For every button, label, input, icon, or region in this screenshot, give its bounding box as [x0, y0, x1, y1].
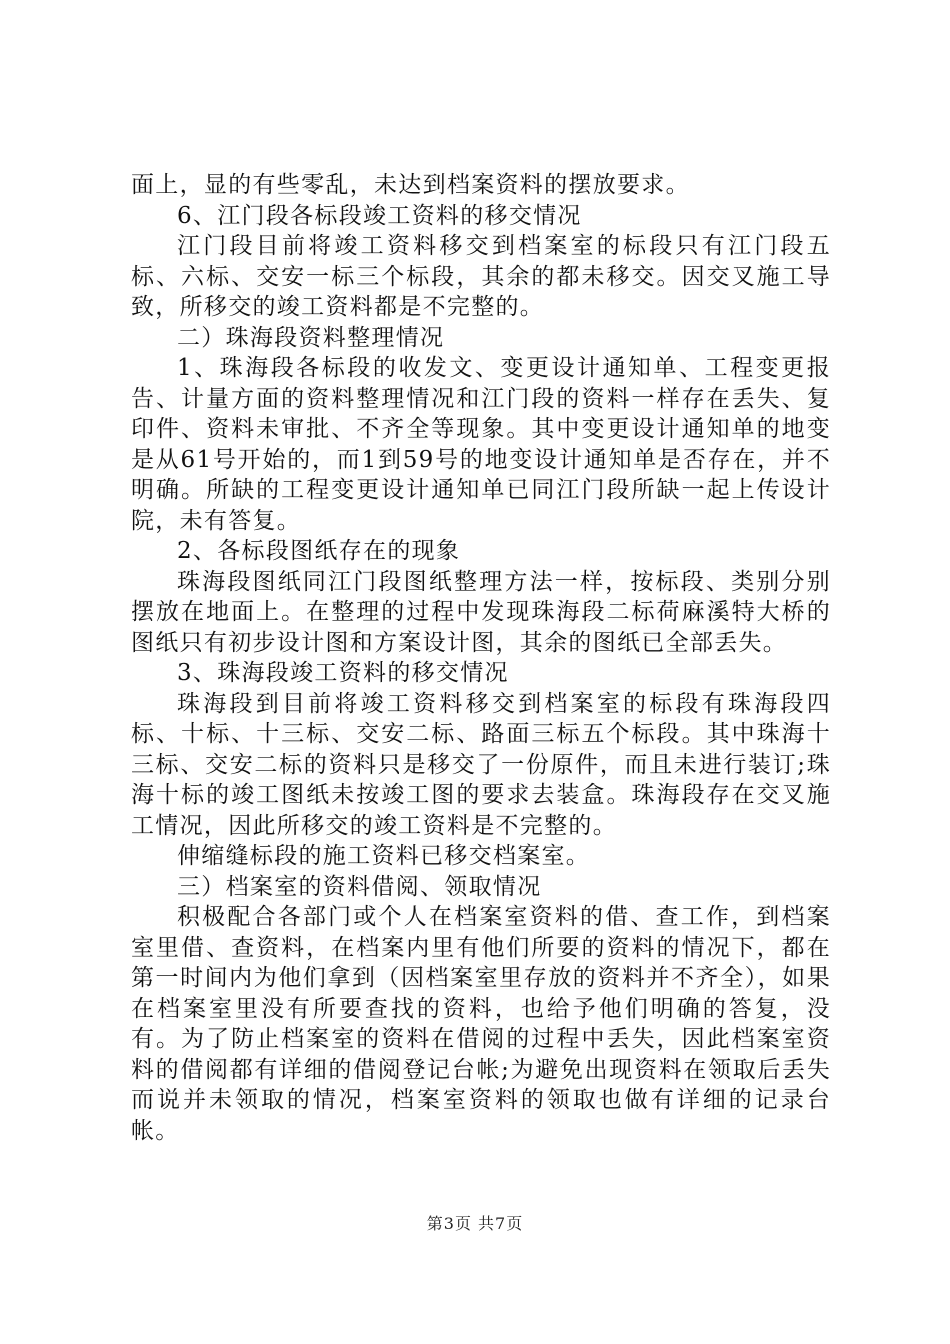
section-heading: 三）档案室的资料借阅、领取情况 [177, 873, 542, 900]
paragraph: 伸缩缝标段的施工资料已移交档案室。 [177, 843, 591, 869]
section-heading: 二）珠海段资料整理情况 [177, 324, 445, 351]
page-number-footer: 第3页 共7页 [426, 1214, 524, 1233]
section-heading: 3、珠海段竣工资料的移交情况 [177, 660, 509, 686]
document-body [131, 170, 831, 1146]
paragraph: 珠海段图纸同江门段图纸整理方法一样，按标段、类别分别摆放在地面上。在整理的过程中发现珠海段二标荷麻溪特大桥的图纸只有初步设计图和方案设计图，其余的图纸已全部丢失。 [131, 568, 831, 656]
section-heading: 2、各标段图纸存在的现象 [177, 538, 461, 564]
paragraph: 面上，显的有些零乱，未达到档案资料的摆放要求。 [131, 172, 690, 198]
section-heading: 6、江门段各标段竣工资料的移交情况 [177, 202, 582, 229]
paragraph: 江门段目前将竣工资料移交到档案室的标段只有江门段五标、六标、交安一标三个标段，其余的都未移交。因交叉施工导致，所移交的竣工资料都是不完整的。 [131, 233, 831, 320]
paragraph: 积极配合各部门或个人在档案室资料的借、查工作，到档案室里借、查资料，在档案内里有他们所要的资料的情况下，都在第一时间内为他们拿到（因档案室里存放的资料并不齐全），如果在档案室里没有所要查找的资料，也给予他们明确的答复，没有。为了防止档案室的资料在借阅的过程中丢失，因此档案室资料的借阅都有详细的借阅登记台帐;为避免出现资料在领取后丢失而说并未领取的情况，档案室资料的领取也做有详细的记录台帐。 [131, 904, 831, 1144]
paragraph: 1、珠海段各标段的收发文、变更设计通知单、工程变更报告、计量方面的资料整理情况和江门段的资料一样存在丢失、复印件、资料未审批、不齐全等现象。其中变更设计通知单的地变是从61号开始的，而1到59号的地变设计通知单是否存在，并不明确。所缺的工程变更设计通知单已同江门段所缺一起上传设计院，未有答复。 [131, 355, 831, 534]
paragraph: 珠海段到目前将竣工资料移交到档案室的标段有珠海段四标、十标、十三标、交安二标、路面三标五个标段。其中珠海十三标、交安二标的资料只是移交了一份原件，而且未进行装订;珠海十标的竣工图纸未按竣工图的要求去装盒。珠海段存在交叉施工情况，因此所移交的竣工资料是不完整的。 [131, 690, 831, 839]
